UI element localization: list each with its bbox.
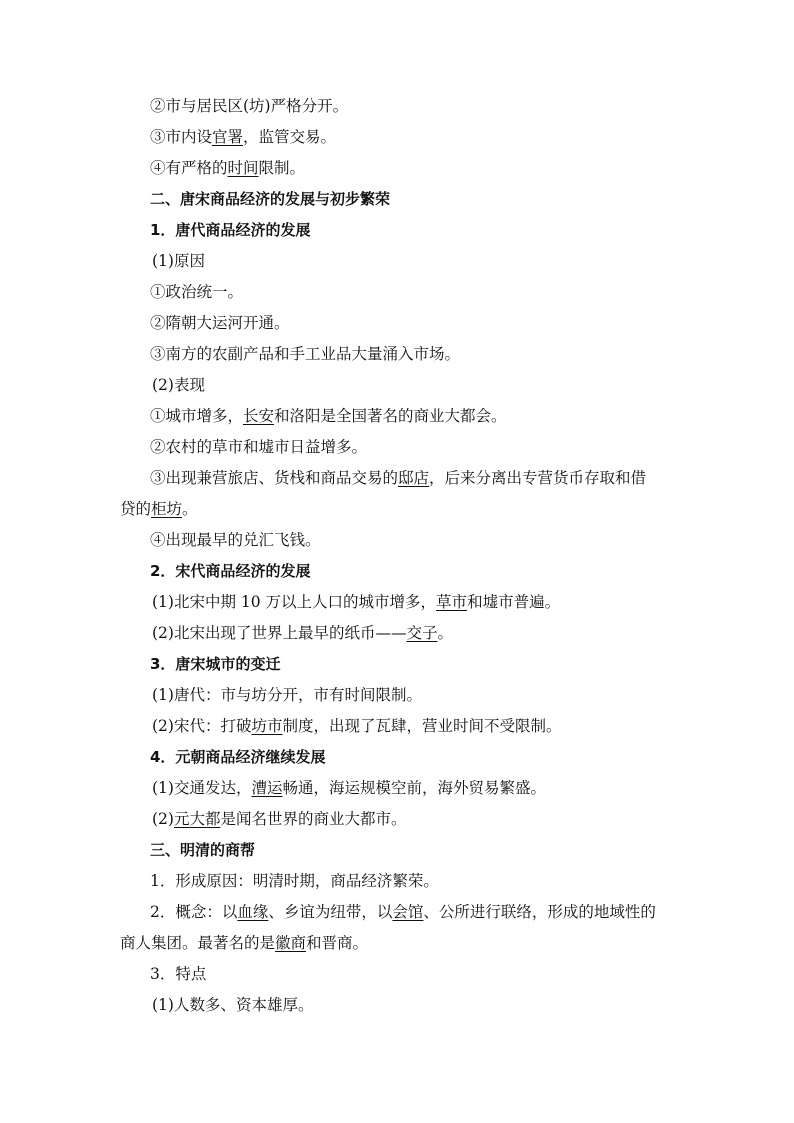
section-heading: 三、明清的商帮 — [150, 841, 256, 859]
underlined-term: 长安 — [243, 407, 275, 425]
document-body — [120, 91, 690, 1021]
text-line: ④出现最早的兑汇飞钱。 — [150, 531, 321, 549]
text-line: (1)唐代：市与坊分开，市有时间限制。 — [152, 686, 422, 704]
text-line: ③市内设官署，监管交易。 — [150, 128, 337, 146]
underlined-term: 徽商 — [275, 934, 307, 952]
text-line: ①城市增多，长安和洛阳是全国著名的商业大都会。 — [150, 407, 507, 425]
text-line: ④有严格的时间限制。 — [150, 159, 306, 177]
subsection-heading: 3．唐宋城市的变迁 — [150, 655, 281, 673]
text-line: (1)人数多、资本雄厚。 — [152, 996, 314, 1014]
subsection-heading: 1．唐代商品经济的发展 — [150, 221, 311, 239]
underlined-term: 柜坊 — [151, 500, 183, 518]
underlined-term: 官署 — [212, 128, 244, 146]
text-line: ②市与居民区(坊)严格分开。 — [150, 97, 349, 115]
text-line: (2)宋代：打破坊市制度，出现了瓦肆，营业时间不受限制。 — [152, 717, 562, 735]
underlined-term: 坊市 — [251, 717, 283, 735]
underlined-term: 邸店 — [398, 469, 430, 487]
text-line: (2)北宋出现了世界上最早的纸币——交子。 — [152, 624, 453, 642]
text-line: ③南方的农副产品和手工业品大量涌入市场。 — [150, 345, 461, 363]
underlined-term: 交子 — [406, 624, 438, 642]
underlined-term: 血缘 — [237, 903, 269, 921]
text-line: 3．特点 — [150, 965, 207, 983]
text-line: (1)原因 — [152, 252, 205, 270]
subsection-heading: 2．宋代商品经济的发展 — [150, 562, 311, 580]
text-line: (2)元大都是闻名世界的商业大都市。 — [152, 810, 407, 828]
underlined-term: 草市 — [436, 593, 468, 611]
text-line: 贷的柜坊。 — [120, 500, 198, 518]
underlined-term: 时间 — [227, 159, 259, 177]
text-line: (1)交通发达，漕运畅通，海运规模空前，海外贸易繁盛。 — [152, 779, 546, 797]
text-line: ③出现兼营旅店、货栈和商品交易的邸店，后来分离出专营货币存取和借 — [150, 469, 647, 487]
text-line: ②隋朝大运河开通。 — [150, 314, 290, 332]
text-line: ②农村的草市和墟市日益增多。 — [150, 438, 368, 456]
text-line: 商人集团。最著名的是徽商和晋商。 — [120, 934, 369, 952]
text-line: (1)北宋中期 10 万以上人口的城市增多，草市和墟市普遍。 — [152, 593, 561, 611]
section-heading: 二、唐宋商品经济的发展与初步繁荣 — [150, 190, 391, 208]
underlined-term: 元大都 — [173, 810, 221, 828]
underlined-term: 会馆 — [392, 903, 424, 921]
underlined-term: 漕运 — [251, 779, 283, 797]
text-line: ①政治统一。 — [150, 283, 244, 301]
text-line: (2)表现 — [152, 376, 205, 394]
text-line: 1．形成原因：明清时期，商品经济繁荣。 — [150, 872, 439, 890]
subsection-heading: 4．元朝商品经济继续发展 — [150, 748, 326, 766]
text-line: 2．概念：以血缘、乡谊为纽带，以会馆、公所进行联络，形成的地域性的 — [150, 903, 656, 921]
